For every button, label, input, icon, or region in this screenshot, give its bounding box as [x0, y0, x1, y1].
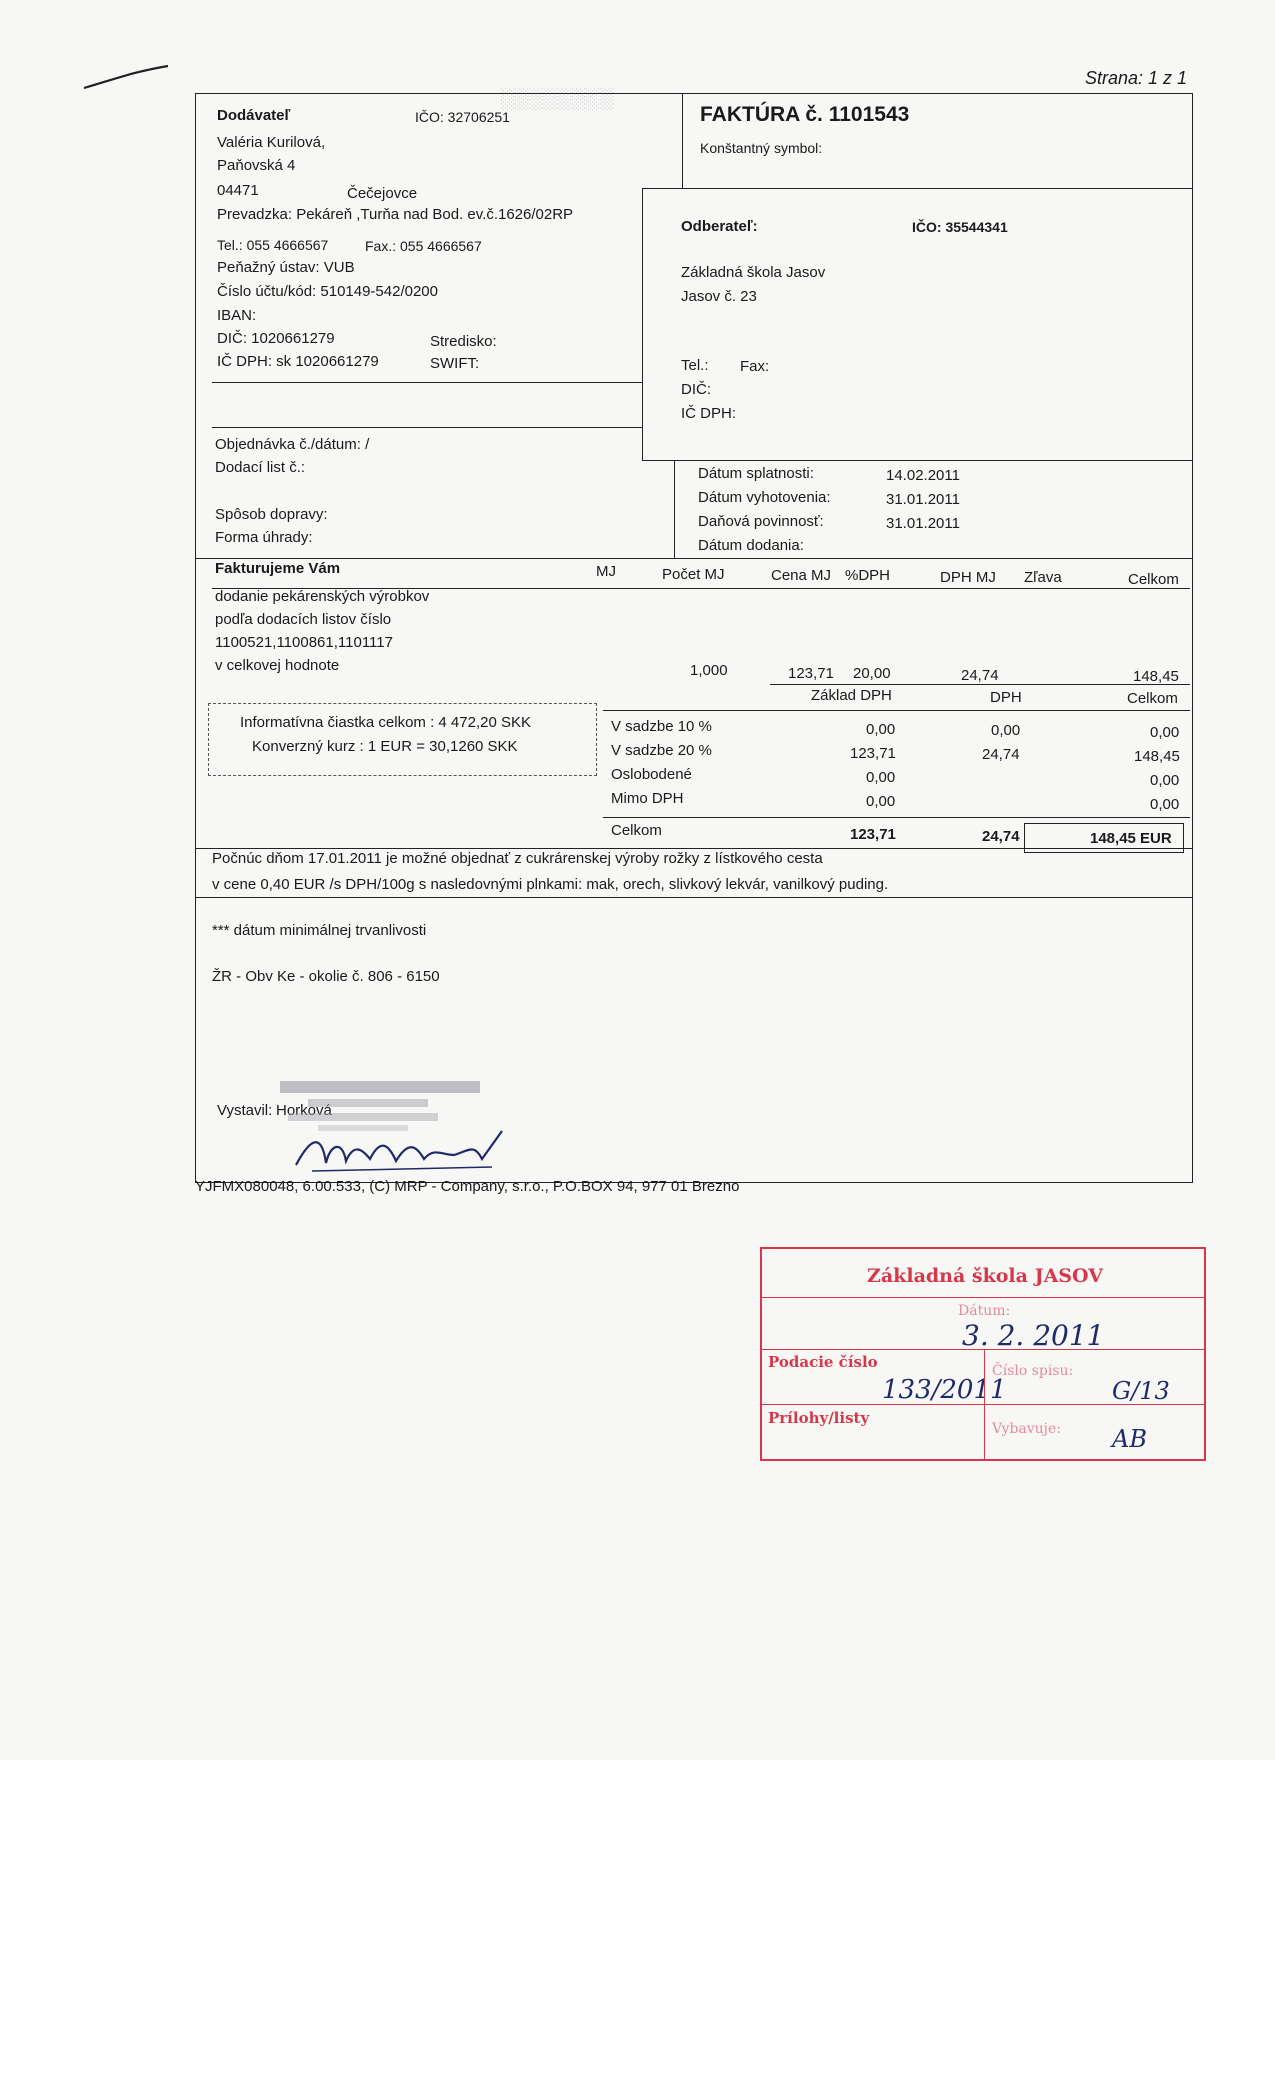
vat-row-label: Mimo DPH: [611, 790, 684, 807]
items-col-discount: Zľava: [1024, 569, 1062, 586]
issuer-label: Vystavil:: [217, 1102, 273, 1119]
supplier-plant: Prevadzka: Pekáreň ,Turňa nad Bod. ev.č.1626/02RP: [217, 206, 574, 223]
delivery-note: Dodací list č.:: [215, 459, 306, 476]
customer-name: Základná škola Jasov: [681, 264, 826, 281]
item-description-line4: v celkovej hodnote: [215, 657, 340, 674]
stamp-date-label: Dátum:: [958, 1303, 1011, 1319]
supplier-city: Čečejovce: [347, 185, 418, 202]
customer-address: Jasov č. 23: [681, 288, 757, 305]
vat-row-total: 0,00: [1150, 724, 1180, 741]
issued-date-label: Dátum vyhotovenia:: [698, 489, 831, 506]
items-col-vat-pct: %DPH: [845, 567, 891, 584]
vat-row-base: 0,00: [866, 793, 896, 810]
vat-row-total: 0,00: [1150, 772, 1180, 789]
vat-total-vat: 24,74: [982, 828, 1020, 845]
supplier-fax: Fax.: 055 4666567: [365, 238, 482, 254]
item-total: 148,45: [1133, 668, 1179, 685]
bleed-through: ░░░░░░░░: [500, 88, 614, 110]
invoice-title: FAKTÚRA č. 1101543: [700, 103, 910, 126]
grand-total-value: 148,45 EUR: [1090, 830, 1172, 847]
title-box-left: [682, 93, 683, 188]
customer-box-top: [642, 188, 1192, 189]
supplier-icdph: IČ DPH: sk 1020661279: [217, 353, 379, 370]
delivery-date-label: Dátum dodania:: [698, 537, 804, 554]
item-description-line2: podľa dodacích listov číslo: [215, 611, 392, 628]
footer-software: YJFMX080048, 6.00.533, (C) MRP - Company, s.r.o., P.O.BOX 94, 977 01 Brezno: [195, 1178, 740, 1195]
vat-row-base: 0,00: [866, 769, 896, 786]
item-qty: 1,000: [690, 662, 728, 679]
tax-date-label: Daňová povinnosť:: [698, 513, 824, 530]
constant-symbol: Konštantný symbol:: [700, 140, 823, 156]
stamp-date-value: 3. 2. 2011: [962, 1319, 1105, 1352]
stamp-filing-label: Podacie číslo: [768, 1353, 878, 1371]
supplier-phone: Tel.: 055 4666567: [217, 237, 329, 253]
supplier-zip: 04471: [217, 182, 259, 199]
note-line2: v cene 0,40 EUR /s DPH/100g s nasledovnými plnkami: mak, orech, slivkový lekvár, vanilkový puding.: [212, 876, 889, 893]
items-col-description: Fakturujeme Vám: [215, 560, 341, 577]
vat-row-total: 0,00: [1150, 796, 1180, 813]
notes-divider: [195, 848, 1192, 849]
customer-icdph: IČ DPH:: [681, 405, 737, 422]
issuer-signature: [292, 1125, 532, 1182]
vat-header-bottom: [603, 710, 1190, 711]
supplier-bank: Peňažný ústav: VUB: [217, 259, 355, 276]
supplier-name: Valéria Kurilová,: [217, 134, 326, 151]
stamp-ref-value: G/13: [1112, 1377, 1170, 1405]
vat-total-top: [603, 817, 1190, 818]
stamp-school: Základná škola JASOV: [867, 1265, 1103, 1287]
vat-row-label: Oslobodené: [611, 766, 692, 783]
items-col-price: Cena MJ: [771, 567, 832, 584]
order-divider: [212, 427, 642, 428]
order-number-date: Objednávka č./dátum: /: [215, 436, 370, 453]
items-col-total: Celkom: [1128, 571, 1179, 588]
transport-method: Spôsob dopravy:: [215, 506, 328, 523]
stamp-attachments-label: Prílohy/listy: [768, 1409, 870, 1427]
note-line1: Počnúc dňom 17.01.2011 je možné objednať z cukrárenskej výroby rožky z lístkového cesta: [212, 850, 823, 867]
tax-date-value: 31.01.2011: [886, 515, 960, 532]
received-stamp: [760, 1247, 1206, 1461]
dates-left: [674, 460, 675, 558]
item-price: 123,71: [788, 665, 834, 682]
vat-header-total: Celkom: [1127, 690, 1178, 707]
vat-row-total: 148,45: [1134, 748, 1180, 765]
vat-row-base: 0,00: [866, 721, 896, 738]
item-vat-unit: 24,74: [961, 667, 999, 684]
note-line4: ŽR - Obv Ke - okolie č. 806 - 6150: [212, 968, 440, 985]
vat-total-label: Celkom: [611, 822, 662, 839]
info-box-line1: Informatívna čiastka celkom : 4 472,20 SKK: [240, 714, 531, 731]
vat-total-base: 123,71: [850, 826, 896, 843]
payment-method: Forma úhrady:: [215, 529, 313, 546]
items-col-vat-unit: DPH MJ: [940, 569, 996, 586]
customer-heading: Odberateľ:: [681, 218, 758, 235]
pen-mark: [82, 62, 172, 97]
supplier-heading: Dodávateľ: [217, 107, 291, 124]
item-row-bottom: [770, 684, 1190, 685]
items-col-unit: MJ: [596, 563, 616, 580]
customer-ico: IČO: 35544341: [912, 219, 1008, 235]
vat-header-vat: DPH: [990, 689, 1022, 706]
supplier-divider: [212, 382, 642, 383]
vat-row-vat: 24,74: [982, 746, 1020, 763]
info-box-line2: Konverzný kurz : 1 EUR = 30,1260 SKK: [252, 738, 518, 755]
vat-row-label: V sadzbe 20 %: [611, 742, 712, 759]
customer-phone: Tel.:: [681, 357, 709, 374]
issuer-name: Horková: [276, 1102, 332, 1119]
customer-box-bottom: [642, 460, 1192, 461]
due-date-label: Dátum splatnosti:: [698, 465, 814, 482]
page-number: Strana: 1 z 1: [1085, 68, 1188, 88]
vat-row-base: 123,71: [850, 745, 896, 762]
supplier-ico: IČO: 32706251: [415, 109, 510, 125]
note-line3: *** dátum minimálnej trvanlivosti: [212, 922, 427, 939]
supplier-dic: DIČ: 1020661279: [217, 330, 335, 347]
stamp-ref-label: Číslo spisu:: [992, 1363, 1074, 1379]
customer-box-left: [642, 188, 643, 460]
supplier-account: Číslo účtu/kód: 510149-542/0200: [217, 283, 438, 300]
customer-dic: DIČ:: [681, 381, 711, 398]
item-description-line3: 1100521,1100861,1101117: [215, 634, 393, 651]
stamp-handler-label: Vybavuje:: [992, 1421, 1062, 1437]
vat-row-vat: 0,00: [991, 722, 1021, 739]
issued-date-value: 31.01.2011: [886, 491, 960, 508]
page-margin: [0, 1760, 1275, 2100]
due-date-value: 14.02.2011: [886, 467, 960, 484]
stamp-handler-value: AB: [1112, 1425, 1147, 1453]
item-description-line1: dodanie pekárenských výrobkov: [215, 588, 430, 605]
supplier-street: Paňovská 4: [217, 157, 296, 174]
supplier-iban: IBAN:: [217, 307, 257, 324]
supplier-center: Stredisko:: [430, 333, 497, 350]
vat-row-label: V sadzbe 10 %: [611, 718, 712, 735]
supplier-swift: SWIFT:: [430, 355, 480, 372]
vat-header-base: Základ DPH: [811, 687, 892, 704]
items-col-qty: Počet MJ: [662, 566, 725, 583]
stamp-filing-value: 133/2011: [882, 1375, 1007, 1405]
notes-bottom: [195, 897, 1192, 898]
items-header-top: [195, 558, 1192, 559]
item-vat-pct: 20,00: [853, 665, 891, 682]
customer-fax: Fax:: [740, 358, 770, 375]
